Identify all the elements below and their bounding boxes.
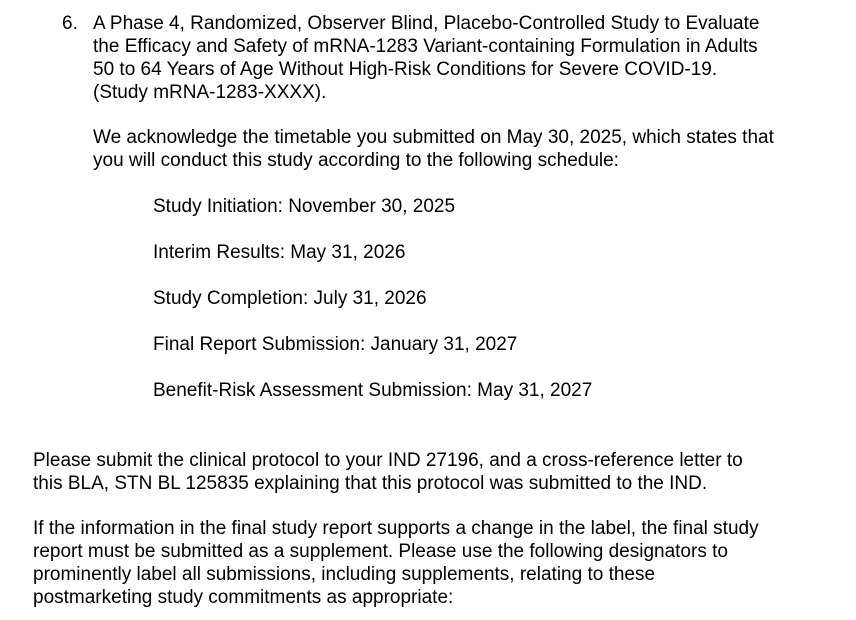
schedule-item-benefit-risk: Benefit-Risk Assessment Submission: May 31, 2027 xyxy=(153,380,593,401)
study-title-line: A Phase 4, Randomized, Observer Blind, Placebo-Controlled Study to Evaluate xyxy=(93,13,760,34)
supplement-paragraph xyxy=(33,517,833,609)
acknowledgement-paragraph xyxy=(93,126,833,172)
study-title-line: the Efficacy and Safety of mRNA-1283 Variant-containing Formulation in Adults xyxy=(93,36,758,57)
schedule-item-study-completion: Study Completion: July 31, 2026 xyxy=(153,288,427,309)
schedule-list xyxy=(153,195,833,425)
schedule-item-interim-results: Interim Results: May 31, 2026 xyxy=(153,242,406,263)
study-title xyxy=(93,12,833,104)
paragraph-line: prominently label all submissions, including supplements, relating to these xyxy=(33,564,656,585)
paragraph-line: this BLA, STN BL 125835 explaining that this protocol was submitted to the IND. xyxy=(33,473,708,494)
paragraph-line: report must be submitted as a supplement. Please use the following designators to xyxy=(33,541,728,562)
paragraph-line: Please submit the clinical protocol to your IND 27196, and a cross-reference letter to xyxy=(33,450,743,471)
schedule-item-final-report: Final Report Submission: January 31, 2027 xyxy=(153,334,518,355)
acknowledgement-line: you will conduct this study according to the following schedule: xyxy=(93,150,619,171)
acknowledgement-line: We acknowledge the timetable you submitted on May 30, 2025, which states that xyxy=(93,127,774,148)
schedule-item-study-initiation: Study Initiation: November 30, 2025 xyxy=(153,196,456,217)
paragraph-line: postmarketing study commitments as appropriate: xyxy=(33,587,454,608)
paragraph-line: If the information in the final study report supports a change in the label, the final study xyxy=(33,518,759,539)
protocol-submission-paragraph xyxy=(33,449,833,495)
study-title-line: (Study mRNA-1283-XXXX). xyxy=(93,82,327,103)
study-title-line: 50 to 64 Years of Age Without High-Risk Conditions for Severe COVID-19. xyxy=(93,59,718,80)
item-number: 6. xyxy=(62,13,78,34)
